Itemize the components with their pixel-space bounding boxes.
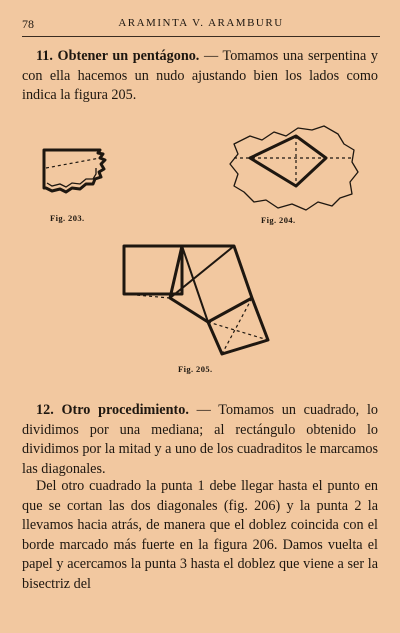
page-header [22, 14, 380, 37]
figure-203-diagram [38, 144, 118, 200]
figure-204-diagram [228, 124, 362, 212]
figure-205-diagram [120, 240, 280, 358]
section-11-body: — Tomamos una serpentina y con ella hacemos un nudo ajustando bien los lados como indica la figura 205. [22, 48, 378, 103]
figure-204-caption: Fig. 204. [261, 215, 296, 225]
figure-205-caption: Fig. 205. [178, 364, 213, 374]
section-12-paragraph-2: Del otro cuadrado la punta 1 debe llegar hasta el punto en que se cortan las dos diagonales (fig. 206) y la punta 2 la llevamos hacia atrás, de manera que el doblez coincida con el borde marcado más fuerte en la figura 206. Damos vuelta el papel y acercamos la punta 3 hasta el doblez que viene a ser la bisectriz del [22, 478, 378, 592]
running-head: ARAMINTA V. ARAMBURU [118, 17, 284, 29]
section-11-paragraph [22, 47, 378, 106]
page-number: 78 [22, 17, 34, 31]
section-12-heading: 12. Otro procedimiento. [36, 402, 189, 418]
figure-203-caption: Fig. 203. [50, 213, 85, 223]
section-12-paragraph [22, 401, 378, 479]
section-12-body: — Tomamos un cuadrado, lo dividimos por una mediana; al rectángulo obtenido lo dividimos por la mitad y a uno de los cuadraditos le marcamos las diagonales. [22, 402, 378, 477]
section-11-heading: 11. Obtener un pentágono. [36, 48, 200, 64]
